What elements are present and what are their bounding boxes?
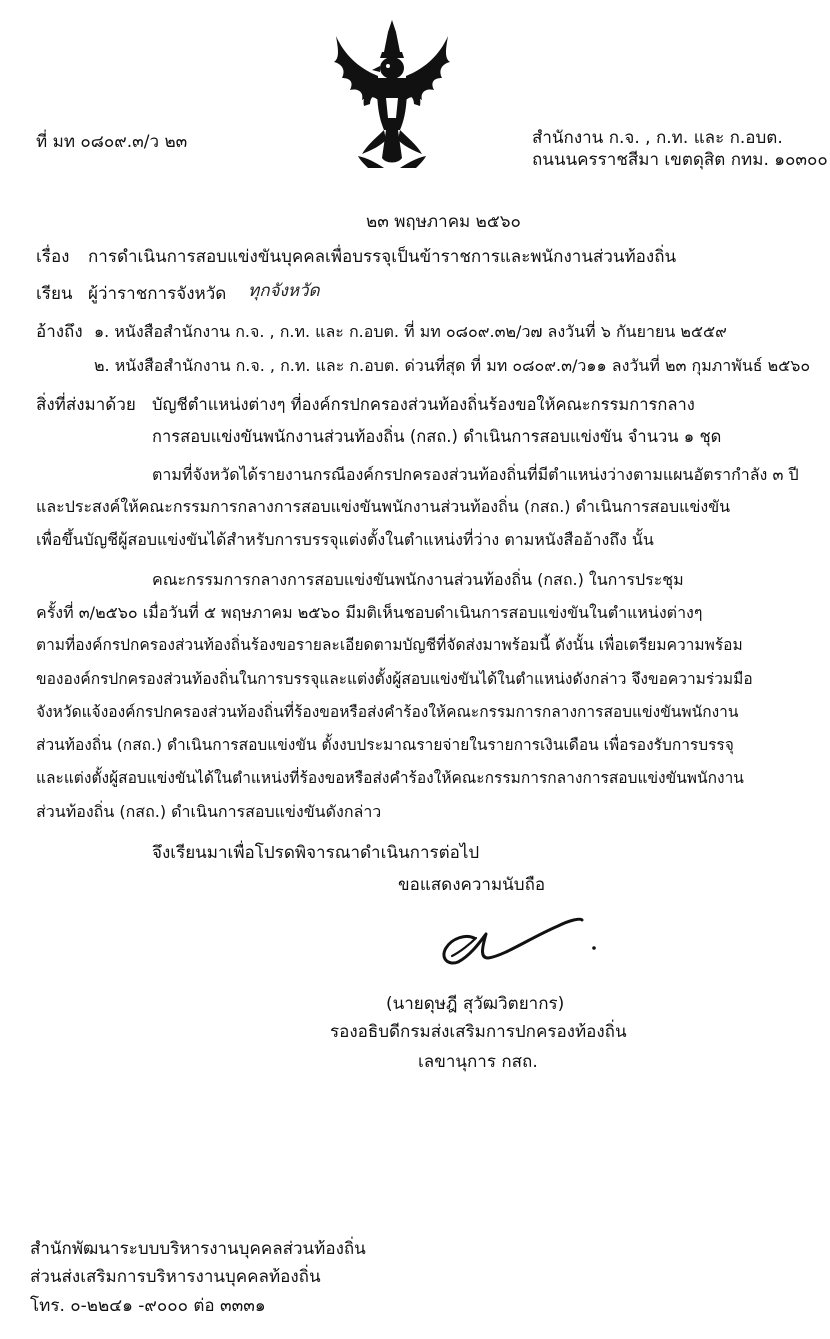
signer-position-1: รองอธิบดีกรมส่งเสริมการปกครองท้องถิ่น <box>330 1022 627 1042</box>
recipient-handwritten: ทุกจังหวัด <box>248 281 320 301</box>
para1-line-2: และประสงค์ให้คณะกรรมการกลางการสอบแข่งขันพนักงานส่วนท้องถิ่น (กสถ.) ดำเนินการสอบแข่งขัน <box>36 497 731 516</box>
references-label: อ้างถึง <box>36 322 83 342</box>
recipient-text: ผู้ว่าราชการจังหวัด <box>88 284 227 304</box>
reference-item-2: ๒. หนังสือสำนักงาน ก.จ. , ก.ท. และ ก.อบต. ด่วนที่สุด ที่ มท ๐๘๐๙.๓/ว๑๑ ลงวันที่ ๒๓ กุมภาพันธ์ ๒๕๖๐ <box>94 356 811 375</box>
subject-text: การดำเนินการสอบแข่งขันบุคคลเพื่อบรรจุเป็นข้าราชการและพนักงานส่วนท้องถิ่น <box>88 247 677 267</box>
reference-number: ที่ มท ๐๘๐๙.๓/ว ๒๓ <box>36 132 188 152</box>
signer-name: (นายดุษฎี สุวัฒวิตยากร) <box>386 994 565 1014</box>
recipient-label: เรียน <box>36 284 73 304</box>
para2-line-2: ครั้งที่ ๓/๒๕๖๐ เมื่อวันที่ ๕ พฤษภาคม ๒๕๖๐ มีมติเห็นชอบดำเนินการสอบแข่งขันในตำแหน่งต่างๆ <box>36 603 703 622</box>
signer-position-2: เลขานุการ กสถ. <box>418 1052 538 1072</box>
signature-icon <box>430 908 610 978</box>
para2-line-1: คณะกรรมการกลางการสอบแข่งขันพนักงานส่วนท้องถิ่น (กสถ.) ในการประชุม <box>152 570 684 589</box>
closing-salutation: ขอแสดงความนับถือ <box>398 875 546 895</box>
enclosure-label: สิ่งที่ส่งมาด้วย <box>36 395 136 415</box>
footer-section: ส่วนส่งเสริมการบริหารงานบุคคลท้องถิ่น <box>30 1267 321 1287</box>
reference-item-1: ๑. หนังสือสำนักงาน ก.จ. , ก.ท. และ ก.อบต. ที่ มท ๐๘๐๙.๓๒/ว๗ ลงวันที่ ๖ กันยายน ๒๕๕๙ <box>94 322 727 341</box>
footer-phone: โทร. ๐-๒๒๔๑ -๙๐๐๐ ต่อ ๓๓๓๑ <box>30 1296 266 1316</box>
office-address: ถนนนครราชสีมา เขตดุสิต กทม. ๑๐๓๐๐ <box>532 150 828 170</box>
para2-line-6: ส่วนท้องถิ่น (กสถ.) ดำเนินการสอบแข่งขัน ตั้งงบประมาณรายจ่ายในรายการเงินเดือน เพื่อรองรับการบรรจุ <box>36 736 734 754</box>
para1-line-3: เพื่อขึ้นบัญชีผู้สอบแข่งขันได้สำหรับการบรรจุแต่งตั้งในตำแหน่งที่ว่าง ตามหนังสืออ้างถึง นั้น <box>36 530 654 549</box>
office-name: สำนักงาน ก.จ. , ก.ท. และ ก.อบต. <box>532 128 783 148</box>
para1-line-1: ตามที่จังหวัดได้รายงานกรณีองค์กรปกครองส่วนท้องถิ่นที่มีตำแหน่งว่างตามแผนอัตรากำลัง ๓ ปี <box>152 465 799 484</box>
enclosure-line-1: บัญชีตำแหน่งต่างๆ ที่องค์กรปกครองส่วนท้องถิ่นร้องขอให้คณะกรรมการกลาง <box>152 395 695 414</box>
garuda-emblem-icon <box>328 18 456 170</box>
para2-line-3: ตามที่องค์กรปกครองส่วนท้องถิ่นร้องขอรายละเอียดตามบัญชีที่จัดส่งมาพร้อมนี้ ดังนั้น เพื่อเตรียมความพร้อม <box>36 636 743 654</box>
para2-line-5: จังหวัดแจ้งองค์กรปกครองส่วนท้องถิ่นที่ร้องขอหรือส่งคำร้องให้คณะกรรมการกลางการสอบแข่งขันพนักงาน <box>36 703 739 721</box>
para2-line-4: ขององค์กรปกครองส่วนท้องถิ่นในการบรรจุและแต่งตั้งผู้สอบแข่งขันได้ในตำแหน่งดังกล่าว จึงขอความร่วมมือ <box>36 670 753 688</box>
para2-line-8: ส่วนท้องถิ่น (กสถ.) ดำเนินการสอบแข่งขันดังกล่าว <box>36 802 382 821</box>
subject-label: เรื่อง <box>36 247 70 267</box>
para2-line-7: และแต่งตั้งผู้สอบแข่งขันได้ในตำแหน่งที่ร้องขอหรือส่งคำร้องให้คณะกรรมการกลางการสอบแข่งขันพนักงาน <box>36 769 744 787</box>
closing-request: จึงเรียนมาเพื่อโปรดพิจารณาดำเนินการต่อไป <box>152 843 480 863</box>
enclosure-line-2: การสอบแข่งขันพนักงานส่วนท้องถิ่น (กสถ.) ดำเนินการสอบแข่งขัน จำนวน ๑ ชุด <box>152 427 722 446</box>
footer-department: สำนักพัฒนาระบบบริหารงานบุคคลส่วนท้องถิ่น <box>30 1239 366 1259</box>
letter-date: ๒๓ พฤษภาคม ๒๕๖๐ <box>366 212 521 232</box>
